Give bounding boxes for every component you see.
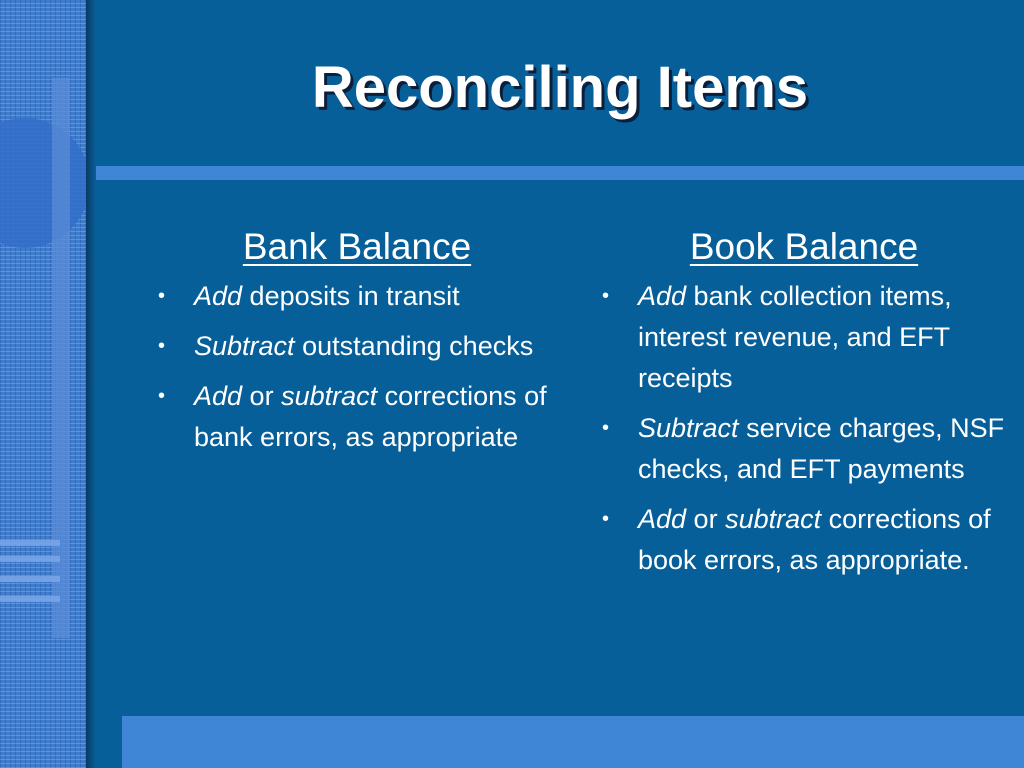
list-item: [150, 326, 550, 367]
decorative-vertical-bar: [52, 78, 70, 638]
emphasis-text: subtract: [281, 381, 378, 411]
decorative-left-strip: [0, 0, 86, 768]
decorative-line: [0, 596, 60, 602]
bullet-icon: •: [602, 285, 610, 307]
bullet-icon: •: [602, 508, 610, 530]
book-balance-column: [594, 222, 1014, 590]
decorative-bottom-bar: [122, 716, 1024, 768]
emphasis-text: subtract: [725, 504, 822, 534]
bank-balance-column: [150, 222, 550, 467]
decorative-line: [0, 540, 60, 546]
decorative-circle: [0, 118, 86, 248]
list-item: [594, 499, 1014, 581]
emphasis-text: Subtract: [638, 413, 739, 443]
emphasis-text: Subtract: [194, 331, 295, 361]
bullet-icon: •: [158, 385, 166, 407]
item-text: or: [242, 381, 282, 411]
bullet-list: [594, 276, 1014, 581]
column-heading: Bank Balance: [242, 226, 472, 267]
item-text: or: [686, 504, 726, 534]
item-text: bank collection items, interest revenue, and EFT receipts: [638, 281, 952, 393]
slide-title: Reconciling Items: [311, 55, 809, 120]
bullet-icon: •: [158, 285, 166, 307]
title-divider: [96, 166, 1024, 180]
list-item: [150, 276, 550, 317]
list-item: [594, 408, 1014, 490]
item-text: corrections of book errors, as appropriate.: [638, 504, 991, 575]
bullet-list: [150, 276, 550, 458]
list-item: [594, 276, 1014, 399]
emphasis-text: Add: [638, 281, 687, 311]
strip-shadow: [86, 0, 96, 768]
emphasis-text: Add: [638, 504, 687, 534]
bullet-icon: •: [602, 417, 610, 439]
column-heading: Book Balance: [689, 226, 919, 267]
item-text: corrections of bank errors, as appropriate: [194, 381, 547, 452]
emphasis-text: Add: [194, 381, 243, 411]
item-text: deposits in transit: [242, 281, 460, 311]
item-text: outstanding checks: [294, 331, 534, 361]
decorative-line: [0, 576, 60, 582]
decorative-line: [0, 556, 60, 562]
item-text: service charges, NSF checks, and EFT payments: [638, 413, 1005, 484]
emphasis-text: Add: [194, 281, 243, 311]
bullet-icon: •: [158, 335, 166, 357]
list-item: [150, 376, 550, 458]
